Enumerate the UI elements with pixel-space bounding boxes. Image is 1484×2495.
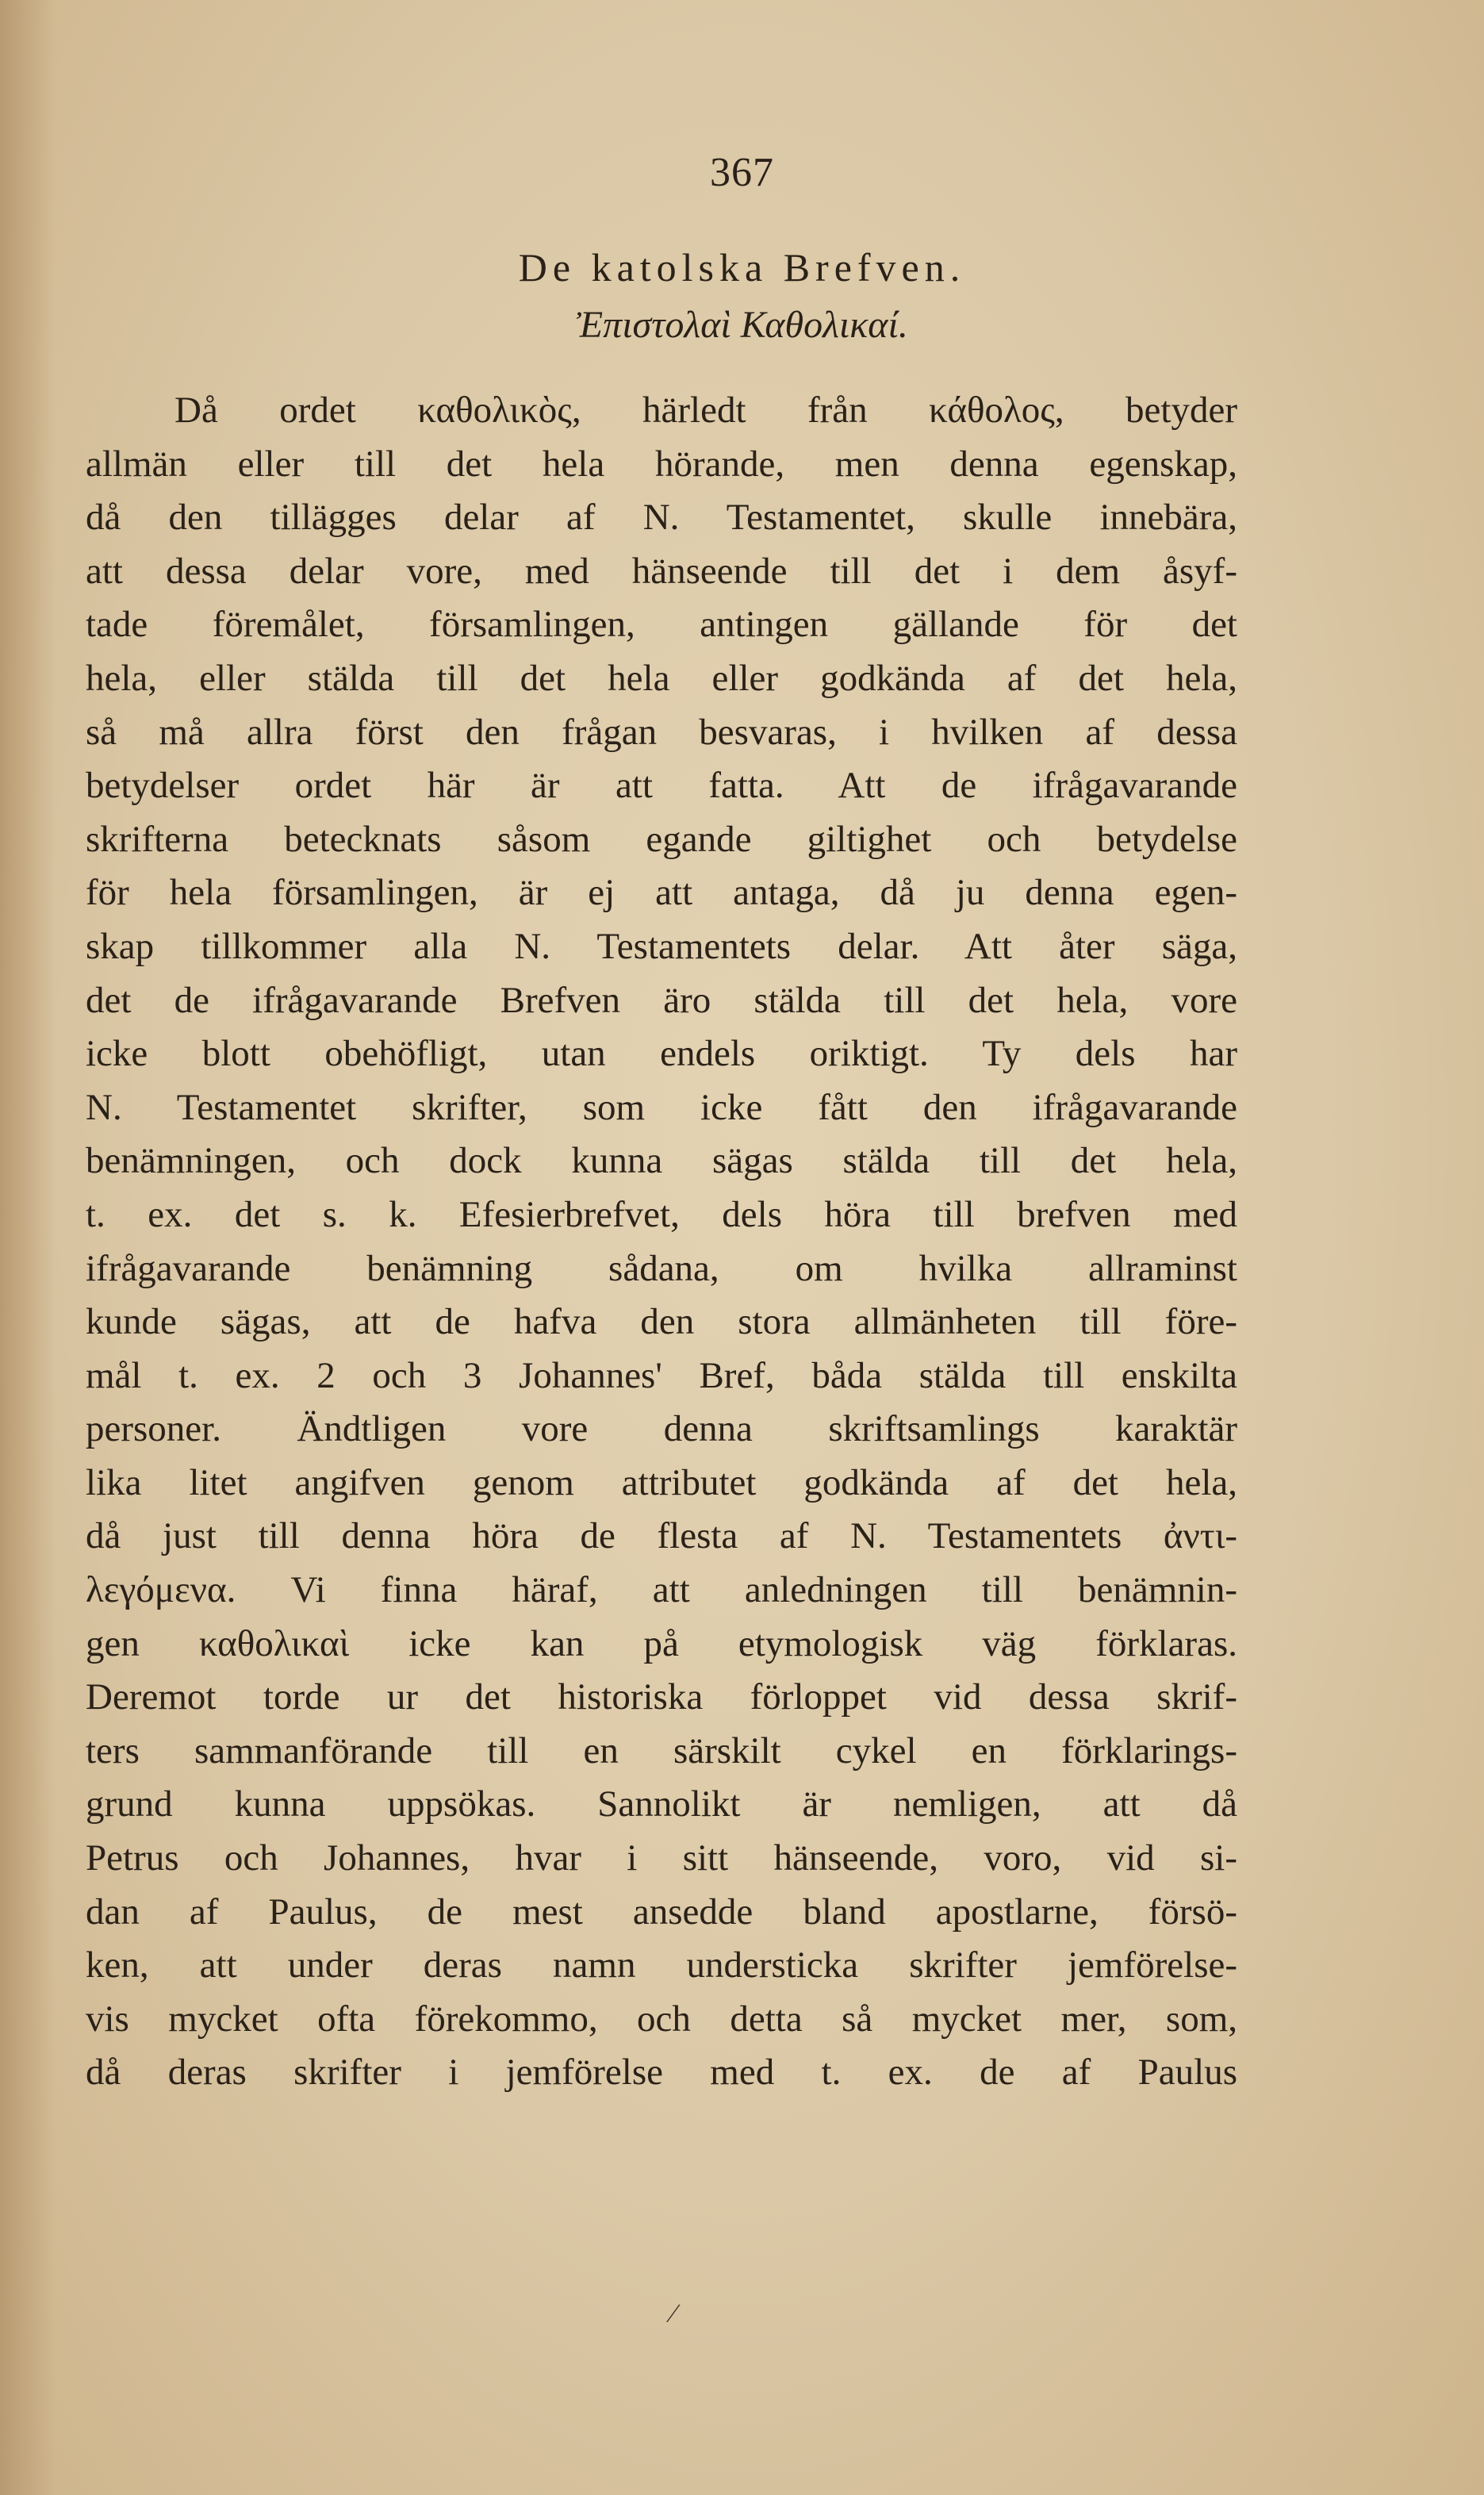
text-line: Då ordet καθολικὸς, härledt från κάθολος, betyder	[174, 390, 1237, 431]
text-line: allmän eller till det hela hörande, men denna egenskap,	[86, 443, 1237, 485]
text-line: ken, att under deras namn understicka skrifter jemförelse-	[86, 1944, 1237, 1986]
text-line: ters sammanförande till en särskilt cykel en förklarings-	[86, 1729, 1237, 1771]
text-line: gen καθολικαὶ icke kan på etymologisk väg förklaras.	[86, 1622, 1237, 1664]
text-line: betydelser ordet här är att fatta. Att de ifrågavarande	[86, 765, 1237, 807]
text-line: då den tillägges delar af N. Testamentet, skulle innebära,	[86, 497, 1237, 539]
text-line: icke blott obehöfligt, utan endels oriktigt. Ty dels har	[86, 1033, 1237, 1075]
text-line: personer. Ändtligen vore denna skriftsamlings karaktär	[86, 1408, 1237, 1450]
body-text	[86, 384, 1237, 2100]
text-line: för hela församlingen, är ej att antaga, då ju denna egen-	[86, 872, 1237, 914]
text-line: så må allra först den frågan besvaras, i hvilken af dessa	[86, 711, 1237, 753]
text-line: λεγόμενα. Vi finna häraf, att anledningen till benämnin-	[86, 1569, 1237, 1611]
text-line: tade föremålet, församlingen, antingen gällande för det	[86, 604, 1237, 646]
text-line: skap tillkommer alla N. Testamentets delar. Att åter säga,	[86, 925, 1237, 967]
text-line: N. Testamentet skrifter, som icke fått den ifrågavarande	[86, 1086, 1237, 1128]
text-line: grund kunna uppsökas. Sannolikt är nemligen, att då	[86, 1783, 1237, 1825]
page-number: 367	[710, 150, 774, 195]
text-line: t. ex. det s. k. Efesierbrefvet, dels höra till brefven med	[86, 1193, 1237, 1235]
text-line: vis mycket ofta förekommo, och detta så mycket mer, som,	[86, 1998, 1237, 2040]
text-line: att dessa delar vore, med hänseende till det i dem åsyf-	[86, 550, 1237, 592]
stray-pencil-mark: ⁄	[671, 2299, 676, 2328]
text-line: Petrus och Johannes, hvar i sitt hänseende, voro, vid si-	[86, 1837, 1237, 1879]
text-line: kunde sägas, att de hafva den stora allmänheten till före-	[86, 1301, 1237, 1343]
text-line: mål t. ex. 2 och 3 Johannes' Bref, båda stälda till enskilta	[86, 1354, 1237, 1396]
text-line: hela, eller stälda till det hela eller godkända af det hela,	[86, 657, 1237, 699]
greek-subheading: Ἐπιστολαὶ Καθολικαί.	[576, 304, 908, 346]
text-line: det de ifrågavarande Brefven äro stälda till det hela, vore	[86, 979, 1237, 1021]
text-line: dan af Paulus, de mest ansedde bland apostlarne, försö-	[86, 1890, 1237, 1933]
text-line: skrifterna betecknats såsom egande giltighet och betydelse	[86, 818, 1237, 860]
text-line: ifrågavarande benämning sådana, om hvilka allraminst	[86, 1247, 1237, 1289]
text-line: lika litet angifven genom attributet godkända af det hela,	[86, 1461, 1237, 1503]
section-heading: De katolska Brefven.	[518, 245, 966, 290]
text-line: då just till denna höra de flesta af N. Testamentets ἀντι-	[86, 1515, 1237, 1557]
text-line: då deras skrifter i jemförelse med t. ex. de af Paulus	[86, 2052, 1237, 2094]
text-line: benämningen, och dock kunna sägas stälda till det hela,	[86, 1140, 1237, 1182]
binding-shadow	[0, 0, 56, 2495]
text-line: Deremot torde ur det historiska förloppet vid dessa skrif-	[86, 1676, 1237, 1718]
